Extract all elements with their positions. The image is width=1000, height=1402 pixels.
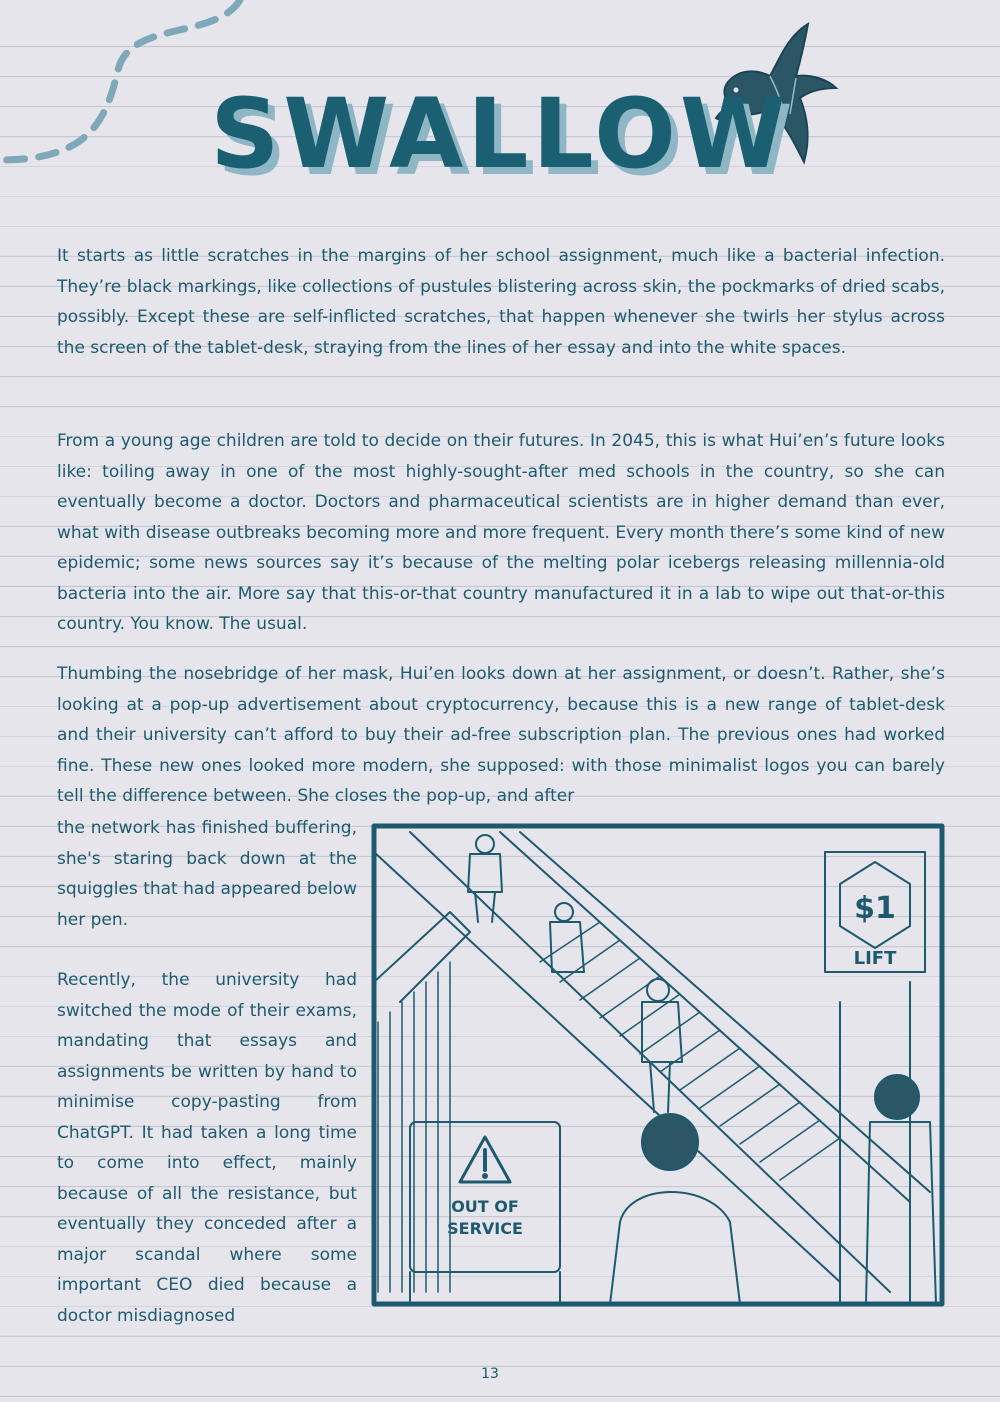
warning-sign-line-2: SERVICE — [447, 1219, 523, 1238]
paragraph-5: Recently, the university had switched the mode of their exams, mandating that essays and assignments be written by hand to minimise copy-pasting from ChatGPT. It had taken a long time to come into effect, mainly because of all the resistance, but eventually they conceded after a major scandal where some important CEO died because a doctor misdiagnosed — [57, 970, 357, 1326]
warning-sign-line-1: OUT OF — [451, 1197, 519, 1216]
paragraph-1: It starts as little scratches in the margins of her school assignment, much like a bacterial infection. They’re black markings, like collections of pustules blistering across skin, the pockmarks of dried scabs, possibly. Except these are self-inflicted scratches, that happen whenever she twirls her stylus across the screen of the tablet-desk, straying from the lines of her essay and into the white spaces. — [57, 246, 945, 358]
escalator-illustration — [370, 822, 948, 1310]
paragraph-3: Thumbing the nosebridge of her mask, Hui’en looks down at her assignment, or doesn’t. Rather, she’s looking at a pop-up advertisement about cryptocurrency, because this is a new range of tablet-desk and their university can’t afford to buy their ad-free subscription plan. The previous ones had worked fine. These new ones looked more modern, she supposed: with those minimalist logos you can barely tell the difference between. She closes the pop-up, and after — [57, 664, 945, 806]
paragraph-2: From a young age children are told to decide on their futures. In 2045, this is what Hui’en’s future looks like: toiling away in one of the most highly-sought-after med schools in the country, so she can eventually become a doctor. Doctors and pharmaceutical scientists are in higher demand than ever, what with disease outbreaks becoming more and more frequent. Every month there’s some kind of new epidemic; some news sources say it’s because of the melting polar icebergs releasing millennia-old bacteria into the air. More say that this-or-that country manufactured it in a lab to wipe out that-or-this country. You know. The usual. — [57, 431, 945, 634]
lift-price-text: $1 — [854, 891, 896, 926]
paragraph-4: the network has finished buffering, she's staring back down at the squiggles that had appeared below her pen. — [57, 818, 357, 930]
story-title: SWALLOW — [210, 78, 790, 190]
page-number: 13 — [481, 1366, 499, 1382]
lift-label-text: LIFT — [853, 948, 897, 969]
